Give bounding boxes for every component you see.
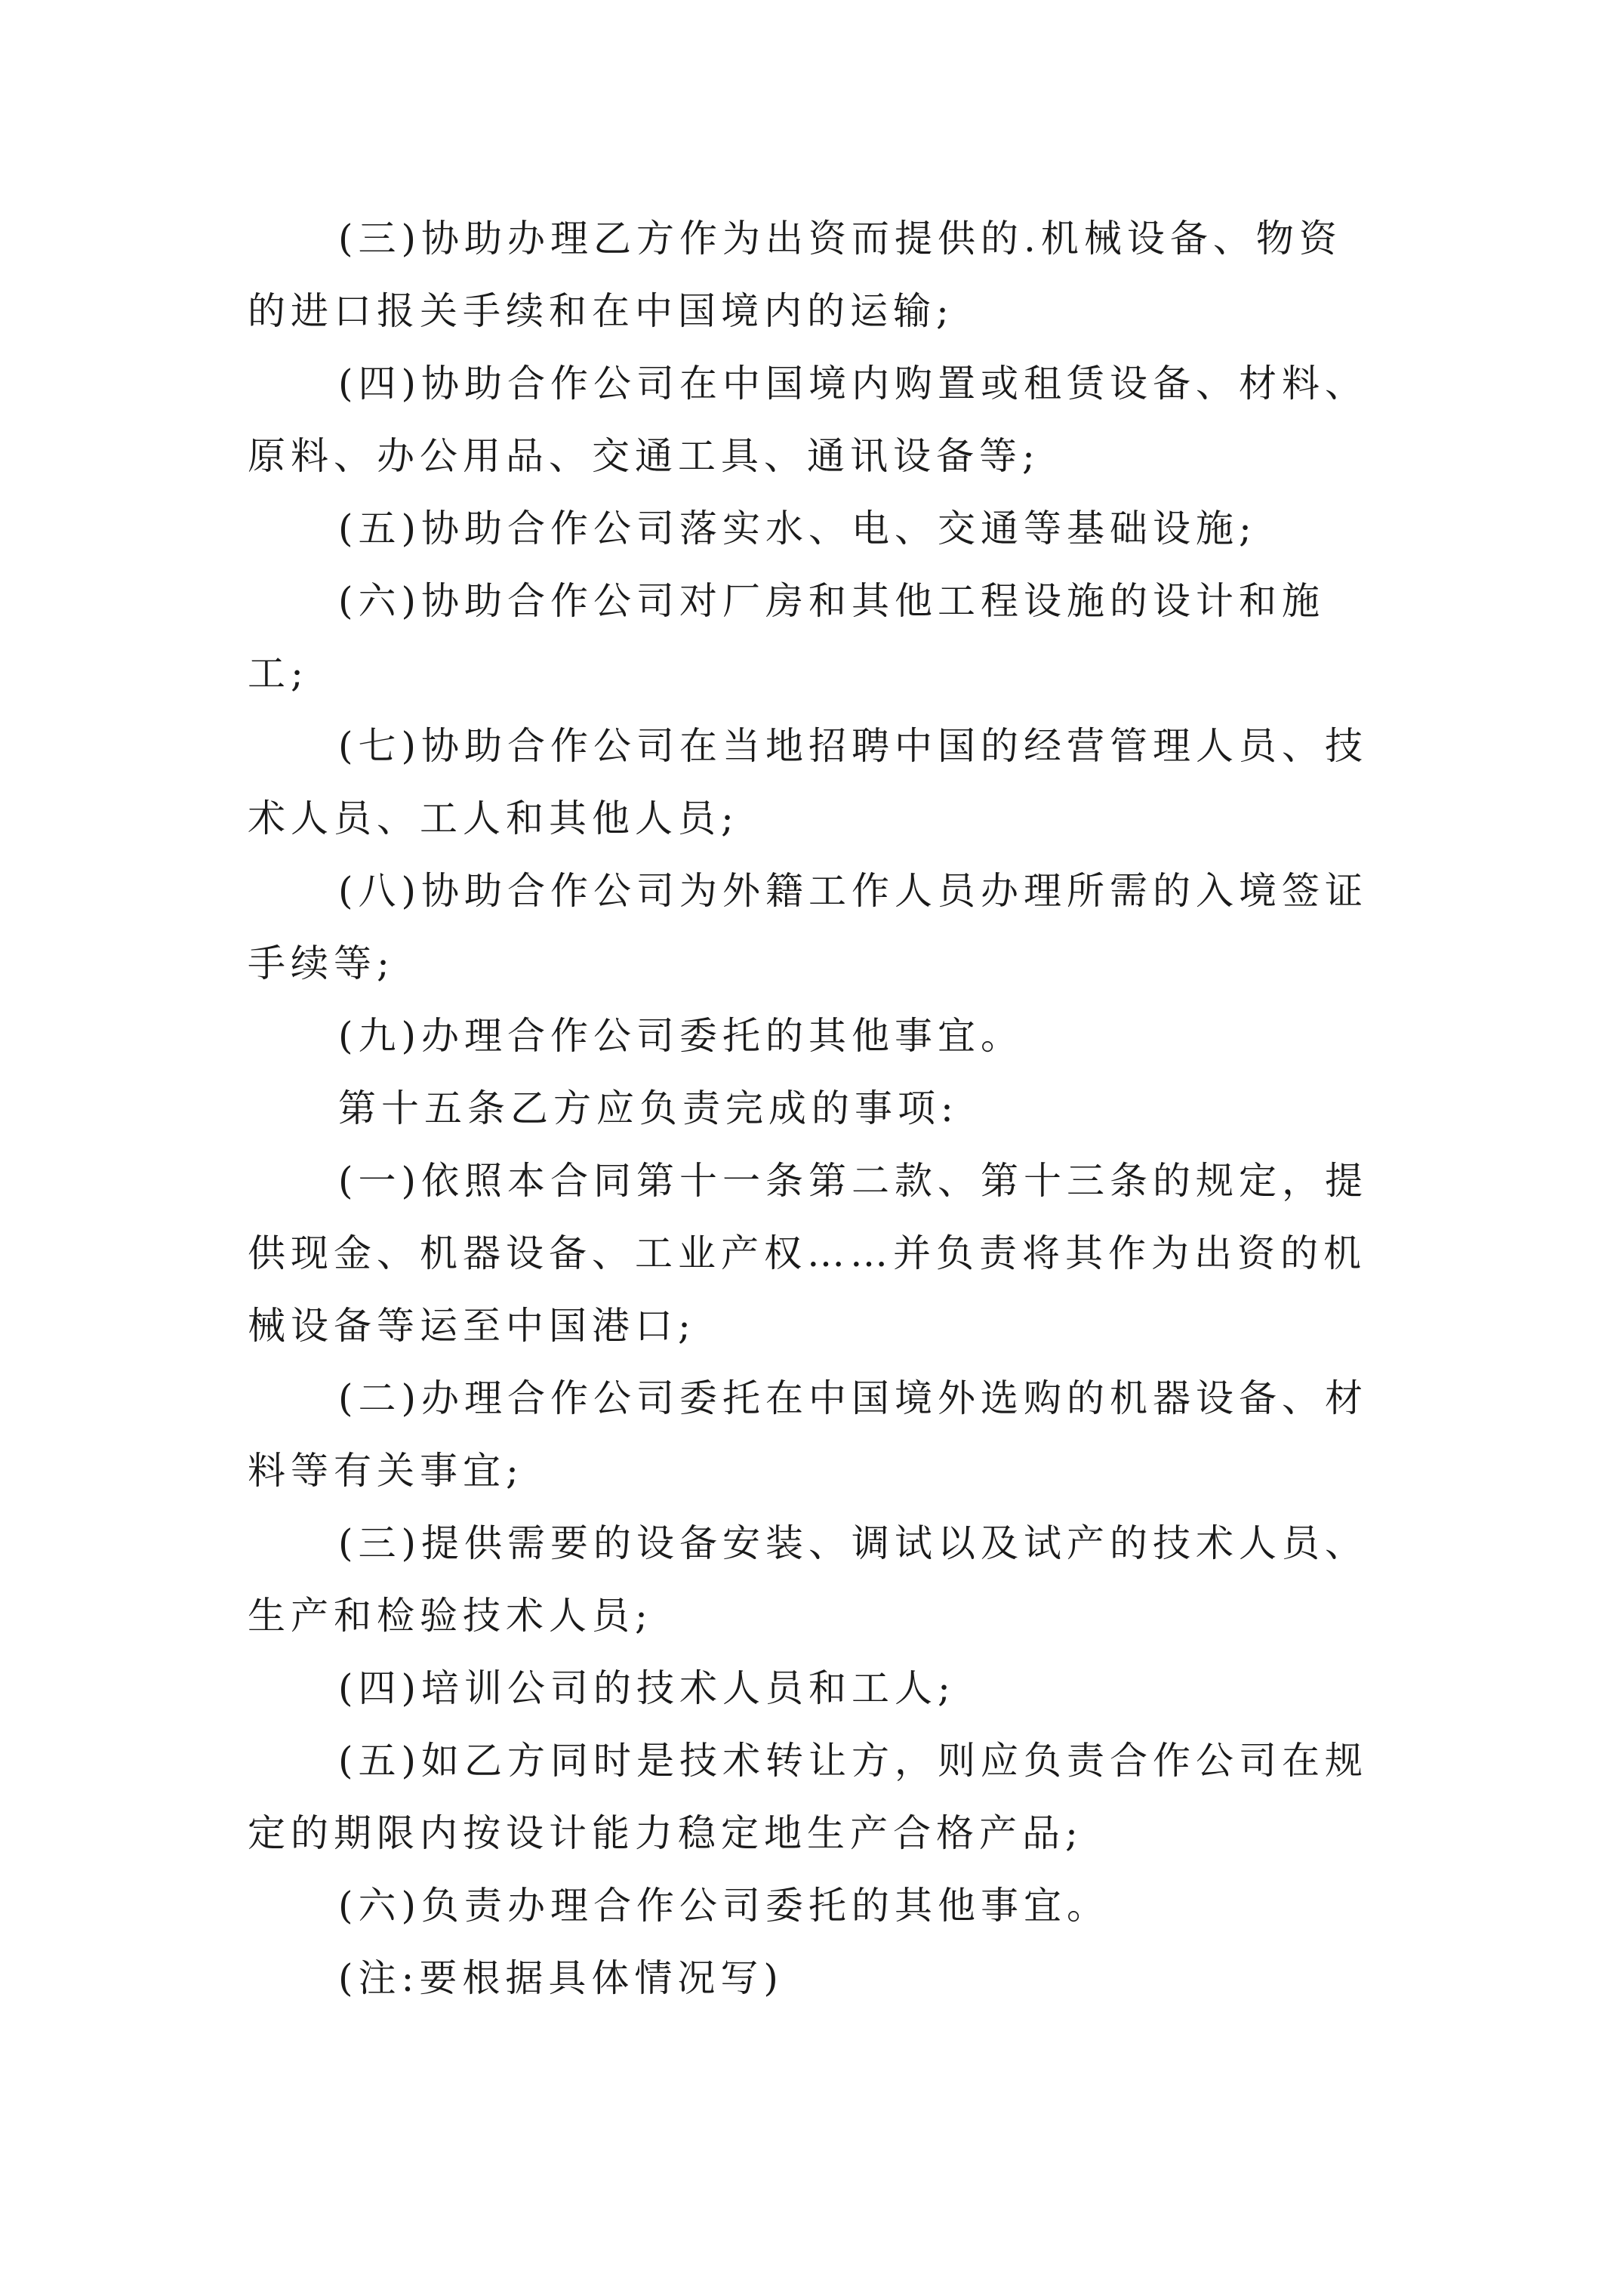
note-paragraph: (注:要根据具体情况写) xyxy=(338,1956,784,2000)
clause-paragraph: (三)提供需要的设备安装、调试以及试产的技术人员、生产和检验技术人员; xyxy=(248,1521,1369,1638)
clause-paragraph: (八)协助合作公司为外籍工作人员办理所需的入境签证手续等; xyxy=(248,869,1369,985)
clause-paragraph: (五)协助合作公司落实水、电、交通等基础设施; xyxy=(338,507,1257,550)
document-body xyxy=(248,202,1380,2014)
clause-paragraph: (二)办理合作公司委托在中国境外选购的机器设备、材料等有关事宜; xyxy=(248,1376,1369,1493)
clause-paragraph: (五)如乙方同时是技术转让方，则应负责合作公司在规定的期限内按设计能力稳定地生产合格产品; xyxy=(248,1739,1369,1855)
clause-paragraph: (九)办理合作公司委托的其他事宜。 xyxy=(338,1014,1024,1058)
article-heading: 第十五条乙方应负责完成的事项: xyxy=(338,1086,959,1130)
clause-paragraph: (四)培训公司的技术人员和工人; xyxy=(338,1666,956,1710)
clause-paragraph: (七)协助合作公司在当地招聘中国的经营管理人员、技术人员、工人和其他人员; xyxy=(248,724,1369,840)
clause-paragraph: (一)依照本合同第十一条第二款、第十三条的规定，提供现金、机器设备、工业产权……并负责将其作为出资的机械设备等运至中国港口; xyxy=(248,1159,1369,1348)
clause-paragraph: (六)协助合作公司对厂房和其他工程设施的设计和施工; xyxy=(248,579,1326,695)
clause-paragraph: (四)协助合作公司在中国境内购置或租赁设备、材料、原料、办公用品、交通工具、通讯设备等; xyxy=(248,362,1369,478)
clause-paragraph: (三)协助办理乙方作为出资而提供的.机械设备、物资的进口报关手续和在中国境内的运输; xyxy=(248,217,1342,333)
clause-paragraph: (六)负责办理合作公司委托的其他事宜。 xyxy=(338,1884,1110,1928)
